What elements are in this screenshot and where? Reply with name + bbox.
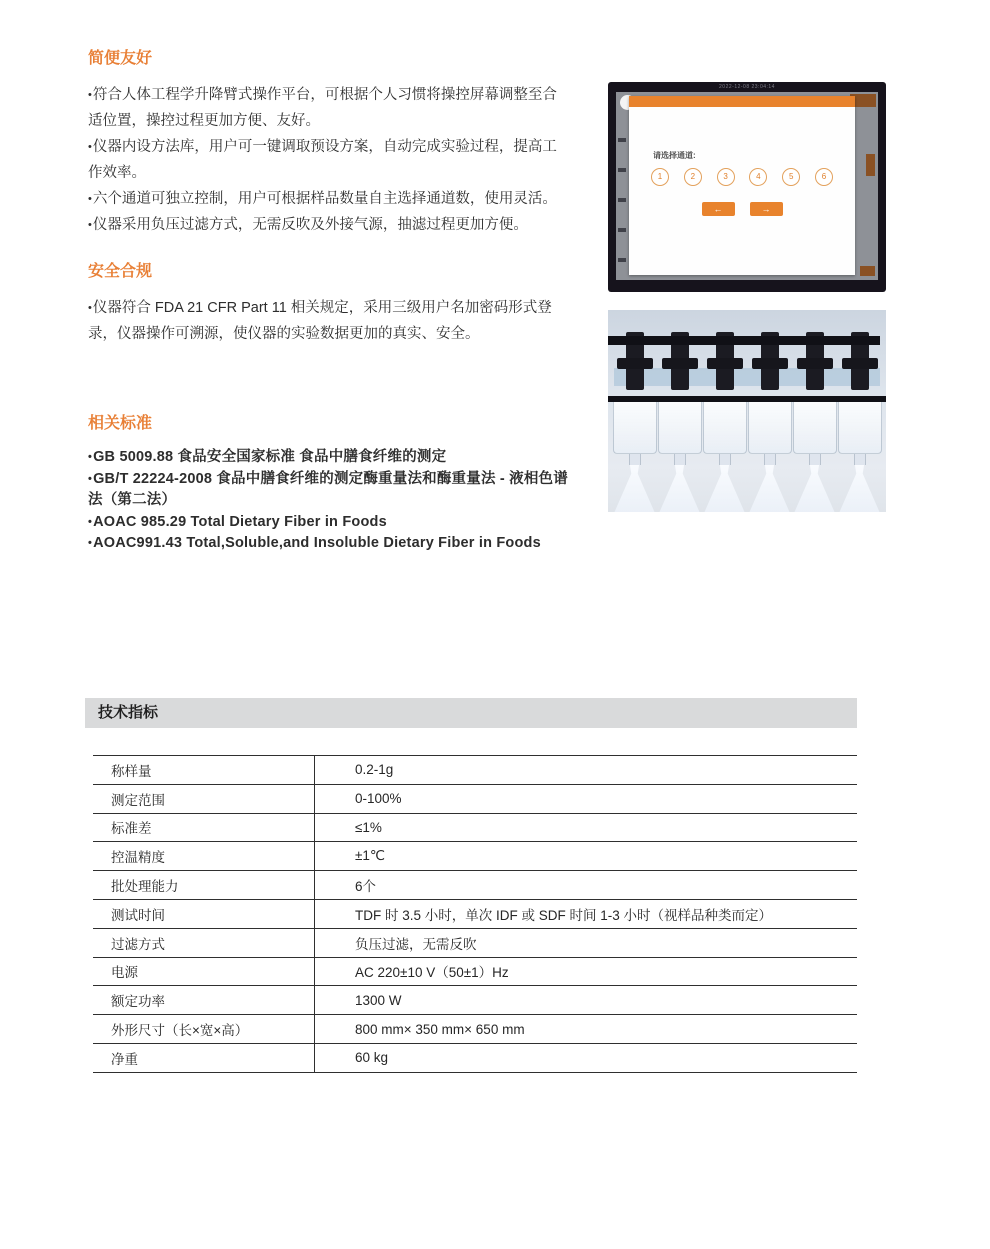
device-ui-screenshot bbox=[608, 82, 886, 292]
conical-flask bbox=[612, 465, 658, 512]
filtration-unit bbox=[658, 332, 702, 512]
spec-value: 60 kg bbox=[315, 1043, 858, 1072]
conical-flask bbox=[702, 465, 748, 512]
spec-row bbox=[93, 1015, 857, 1044]
bullet-item: • 仪器采用负压过滤方式，无需反吹及外接气源，抽滤过程更加方便。 bbox=[88, 212, 566, 238]
spec-label: 称样量 bbox=[93, 756, 315, 785]
funnel-stem bbox=[629, 454, 641, 465]
status-time: 2022-12-08 23:04:14 bbox=[719, 84, 775, 90]
filtration-unit bbox=[838, 332, 882, 512]
channel-select-dialog bbox=[629, 96, 855, 275]
spec-row bbox=[93, 957, 857, 986]
filter-cup bbox=[658, 396, 702, 454]
photo-rack-bar bbox=[608, 336, 880, 345]
conical-flask bbox=[837, 465, 883, 512]
status-bar bbox=[608, 82, 886, 92]
spec-row bbox=[93, 899, 857, 928]
section-safety-compliance bbox=[88, 258, 570, 347]
spec-label: 净重 bbox=[93, 1043, 315, 1072]
filtration-unit bbox=[793, 332, 837, 512]
filter-cup bbox=[748, 396, 792, 454]
funnel-stem bbox=[764, 454, 776, 465]
spec-label: 额定功率 bbox=[93, 986, 315, 1015]
side-button bbox=[866, 154, 875, 176]
dialog-header-bar bbox=[629, 96, 855, 107]
dialog-prompt: 请选择通道: bbox=[653, 151, 696, 160]
sidebar-menu-fragment bbox=[618, 168, 626, 172]
dialog-nav-row bbox=[629, 202, 855, 216]
spec-label: 控温精度 bbox=[93, 842, 315, 871]
bullet-list bbox=[88, 82, 566, 238]
filter-cup bbox=[793, 396, 837, 454]
spec-value: 0.2-1g bbox=[315, 756, 858, 785]
sidebar-menu-fragment bbox=[618, 198, 626, 202]
sidebar-menu-fragment bbox=[618, 228, 626, 232]
spec-value: 6个 bbox=[315, 871, 858, 900]
bullet-item: • 符合人体工程学升降臂式操作平台，可根据个人习惯将操控屏幕调整至合适位置，操控过程更加方便、友好。 bbox=[88, 82, 566, 134]
section-title: 相关标准 bbox=[88, 415, 153, 432]
conical-flask bbox=[792, 465, 838, 512]
conical-flask bbox=[657, 465, 703, 512]
spec-value: 1300 W bbox=[315, 986, 858, 1015]
spec-row bbox=[93, 813, 857, 842]
channel-button-3[interactable]: 3 bbox=[717, 168, 735, 186]
spec-row bbox=[93, 871, 857, 900]
funnel-stem bbox=[719, 454, 731, 465]
spec-row bbox=[93, 1043, 857, 1072]
standards-list bbox=[88, 447, 572, 555]
bullet-item: • 六个通道可独立控制，用户可根据样品数量自主选择通道数，使用灵活。 bbox=[88, 186, 566, 212]
sidebar-menu-fragment bbox=[618, 258, 626, 262]
filtration-unit bbox=[613, 332, 657, 512]
spec-value: 800 mm× 350 mm× 650 mm bbox=[315, 1015, 858, 1044]
prev-arrow-button[interactable]: ← bbox=[702, 202, 735, 216]
sidebar-menu-fragment bbox=[618, 138, 626, 142]
channel-button-6[interactable]: 6 bbox=[815, 168, 833, 186]
filtration-unit bbox=[703, 332, 747, 512]
standard-item: • GB/T 22224-2008 食品中膳食纤维的测定酶重量法和酶重量法 - 液相色谱法（第二法） bbox=[88, 469, 572, 512]
bullet-list bbox=[88, 295, 570, 347]
conical-flask bbox=[747, 465, 793, 512]
section-easy-friendly bbox=[88, 45, 566, 238]
channel-button-1[interactable]: 1 bbox=[651, 168, 669, 186]
filter-cup bbox=[613, 396, 657, 454]
spec-value: 负压过滤，无需反吹 bbox=[315, 928, 858, 957]
channel-button-4[interactable]: 4 bbox=[749, 168, 767, 186]
spec-value: ±1℃ bbox=[315, 842, 858, 871]
spec-value: ≤1% bbox=[315, 813, 858, 842]
funnel-stem bbox=[854, 454, 866, 465]
channel-button-5[interactable]: 5 bbox=[782, 168, 800, 186]
spec-value: TDF 时 3.5 小时，单次 IDF 或 SDF 时间 1-3 小时（视样品种类而定） bbox=[315, 899, 858, 928]
filter-cup bbox=[838, 396, 882, 454]
spec-row bbox=[93, 784, 857, 813]
spec-row bbox=[93, 842, 857, 871]
channel-buttons-row bbox=[651, 168, 833, 186]
standard-item: • AOAC991.43 Total,Soluble,and Insoluble Dietary Fiber in Foods bbox=[88, 533, 572, 555]
standard-item: • GB 5009.88 食品安全国家标准 食品中膳食纤维的测定 bbox=[88, 447, 572, 469]
bullet-item: • 仪器内设方法库，用户可一键调取预设方案，自动完成实验过程，提高工作效率。 bbox=[88, 134, 566, 186]
spec-label: 外形尺寸（长×宽×高） bbox=[93, 1015, 315, 1044]
spec-label: 批处理能力 bbox=[93, 871, 315, 900]
funnel-stem bbox=[809, 454, 821, 465]
spec-table bbox=[93, 755, 857, 1073]
section-title: 安全合规 bbox=[88, 263, 153, 280]
spec-label: 测定范围 bbox=[93, 784, 315, 813]
spec-label: 测试时间 bbox=[93, 899, 315, 928]
spec-row bbox=[93, 928, 857, 957]
funnel-stem bbox=[674, 454, 686, 465]
photo-units-row bbox=[612, 332, 882, 512]
next-arrow-button[interactable]: → bbox=[750, 202, 783, 216]
spec-row bbox=[93, 756, 857, 785]
spec-value: 0-100% bbox=[315, 784, 858, 813]
spec-label: 标准差 bbox=[93, 813, 315, 842]
spec-label: 过滤方式 bbox=[93, 928, 315, 957]
spec-label: 电源 bbox=[93, 957, 315, 986]
spec-value: AC 220±10 V（50±1）Hz bbox=[315, 957, 858, 986]
device-screen bbox=[616, 92, 878, 280]
section-title: 简便友好 bbox=[88, 50, 153, 67]
bullet-item: • 仪器符合 FDA 21 CFR Part 11 相关规定，采用三级用户名加密码形式登录，仪器操作可溯源，使仪器的实验数据更加的真实、安全。 bbox=[88, 295, 570, 347]
side-button bbox=[860, 266, 875, 276]
spec-section-header: 技术指标 bbox=[85, 698, 857, 728]
channel-button-2[interactable]: 2 bbox=[684, 168, 702, 186]
filter-cup bbox=[703, 396, 747, 454]
standard-item: • AOAC 985.29 Total Dietary Fiber in Foods bbox=[88, 512, 572, 534]
filtration-unit bbox=[748, 332, 792, 512]
photo-rack-bar bbox=[608, 396, 886, 402]
section-related-standards bbox=[88, 410, 572, 555]
spec-row bbox=[93, 986, 857, 1015]
filtration-units-photo bbox=[608, 310, 886, 512]
